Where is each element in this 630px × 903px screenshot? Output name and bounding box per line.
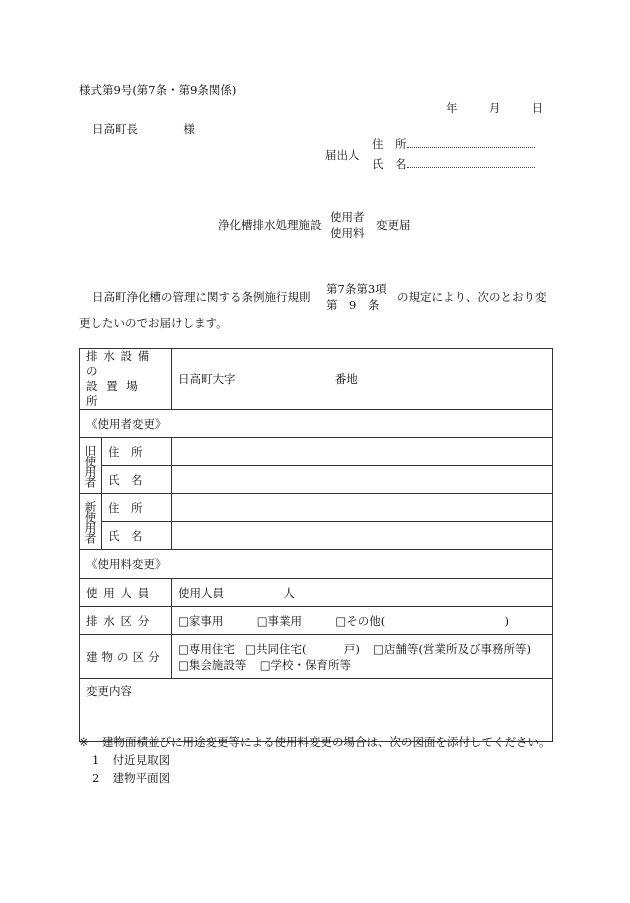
new-user-name-label <box>102 522 172 550</box>
new-user-address-label-text: 住 所 <box>108 500 143 515</box>
discharge-option-other-close: ) <box>504 613 510 628</box>
addressee-name: 日高町長 <box>92 122 138 136</box>
body-article-2: 第 9 条 <box>326 298 380 312</box>
building-option-detached[interactable]: □専用住宅 <box>178 641 235 656</box>
note-text: 建物面積並びに用途変更等による使用料変更の場合は、次の図面を添付してください。 <box>101 735 551 749</box>
location-label-line2: 設置場所 <box>86 379 147 408</box>
user-change-section: 《使用者変更》 <box>80 410 553 438</box>
note-item-2-num: 2 <box>92 771 100 785</box>
new-user-address-value[interactable] <box>172 494 553 522</box>
notifier-name <box>372 156 535 172</box>
discharge-option-household[interactable]: □家事用 <box>178 613 224 628</box>
note-item-2 <box>92 770 170 786</box>
users-count-label: 使用人員 <box>80 579 172 607</box>
building-options-cell <box>172 635 553 679</box>
body-line1-prefix: 日高町浄化槽の管理に関する条例施行規則 <box>92 290 311 304</box>
date-month: 月 <box>488 101 501 115</box>
date-day: 日 <box>531 101 544 115</box>
discharge-options-cell <box>172 607 553 635</box>
notifier-label: 届出人 <box>325 148 360 162</box>
discharge-label: 排水区分 <box>80 607 172 635</box>
new-user-label: 新使用者 <box>80 494 102 550</box>
notifier-address <box>372 136 535 152</box>
note-item-1-num: 1 <box>92 753 100 767</box>
notifier-address-label: 住 所 <box>372 137 407 151</box>
body-line2: 更したいのでお届けします。 <box>79 316 228 330</box>
form-number: 様式第9号(第7条・第9条関係) <box>79 83 237 97</box>
old-user-label: 旧使用者 <box>80 438 102 494</box>
new-user-address-label <box>102 494 172 522</box>
addressee <box>92 121 195 137</box>
note-item-2-text: 建物平面図 <box>112 771 171 785</box>
building-option-shared-units: 戸) <box>343 641 360 656</box>
old-user-address-label <box>102 438 172 466</box>
old-user-name-label-text: 氏 名 <box>108 472 143 487</box>
change-content-cell[interactable] <box>80 679 553 742</box>
note-main <box>79 734 550 750</box>
location-value-cell[interactable] <box>172 349 553 410</box>
old-user-name-label <box>102 466 172 494</box>
fee-change-section: 《使用料変更》 <box>80 550 553 579</box>
location-value-suffix: 番地 <box>334 372 358 386</box>
title-suffix: 変更届 <box>376 218 411 232</box>
date-year: 年 <box>446 101 458 115</box>
body-line1-suffix: の規定により、次のとおり変 <box>397 290 547 304</box>
users-count-cell[interactable] <box>172 579 553 607</box>
note-mark: ※ <box>79 735 89 749</box>
title-prefix: 浄化槽排水処理施設 <box>218 218 322 232</box>
form-table <box>79 348 553 742</box>
building-options-row2 <box>178 657 546 673</box>
old-user-address-label-text: 住 所 <box>108 444 143 459</box>
title-option-1: 使用者 <box>330 210 365 224</box>
users-count-unit: 人 <box>283 585 295 600</box>
location-label <box>80 349 172 410</box>
old-user-name-value[interactable] <box>172 466 553 494</box>
note-item-1-text: 付近見取図 <box>112 753 171 767</box>
old-user-address-value[interactable] <box>172 438 553 466</box>
building-options-row1 <box>178 641 546 657</box>
note-item-1 <box>92 752 170 768</box>
location-value-prefix: 日高町大字 <box>178 372 236 386</box>
new-user-name-label-text: 氏 名 <box>108 528 143 543</box>
body-article-1: 第7条第3項 <box>326 282 387 296</box>
title-option-2: 使用料 <box>330 226 365 240</box>
discharge-option-other[interactable]: □その他( <box>335 613 386 628</box>
users-count-prefix: 使用人員 <box>178 585 224 600</box>
location-label-line1: 排水設備の <box>86 349 155 378</box>
notifier-name-label: 氏 名 <box>372 157 407 171</box>
building-label: 建物の区分 <box>80 635 172 679</box>
new-user-name-value[interactable] <box>172 522 553 550</box>
building-option-assembly[interactable]: □集会施設等 <box>178 657 247 672</box>
discharge-option-business[interactable]: □事業用 <box>256 613 303 628</box>
notifier-address-line[interactable] <box>407 137 535 148</box>
notifier-name-line[interactable] <box>407 157 535 168</box>
date-line <box>446 100 543 116</box>
change-content-label: 変更内容 <box>86 684 132 698</box>
building-option-school[interactable]: □学校・保育所等 <box>259 657 352 672</box>
building-option-shared[interactable]: □共同住宅( <box>245 641 307 656</box>
building-option-store[interactable]: □店舗等(営業所及び事務所等) <box>373 641 532 656</box>
addressee-honorific: 様 <box>183 122 195 136</box>
